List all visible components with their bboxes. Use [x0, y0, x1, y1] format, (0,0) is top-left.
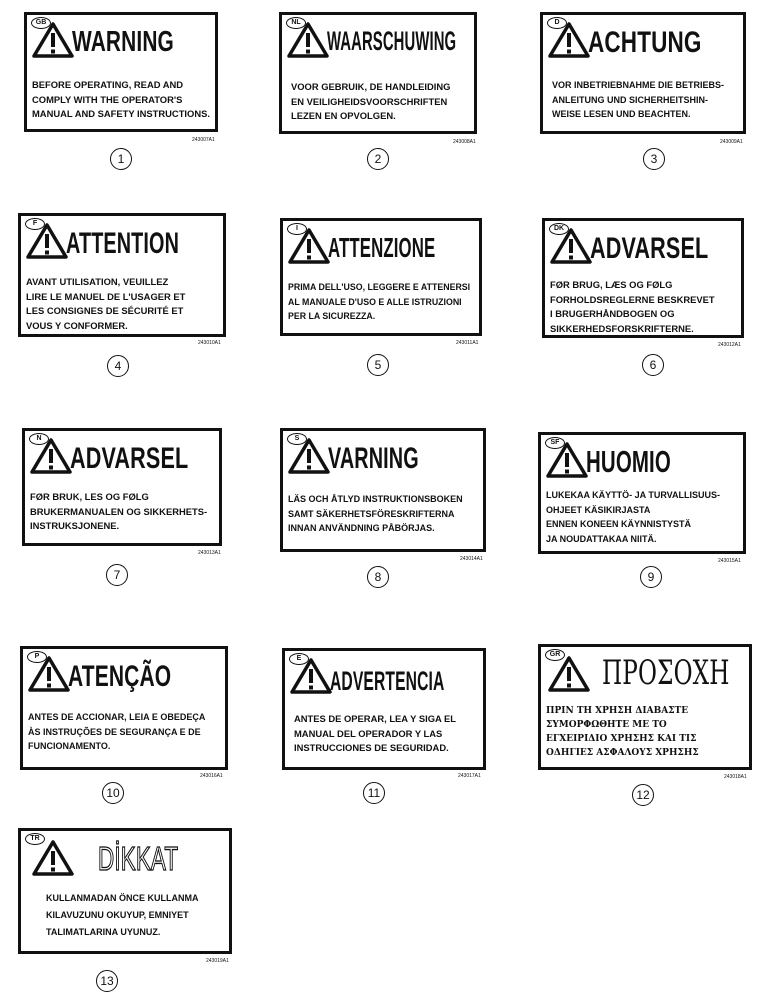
sign-heading: DİKKAT	[98, 840, 179, 877]
country-badge: I	[287, 223, 307, 235]
sign-body-line: BEFORE OPERATING, READ AND	[32, 79, 184, 90]
warning-sign-i	[280, 218, 484, 386]
part-code: 243009A1	[720, 139, 743, 145]
warning-sign-gr	[538, 644, 754, 810]
warning-sign-sf	[538, 432, 750, 598]
part-code: 243010A1	[198, 340, 221, 346]
sign-body-line: FUNCIONAMENTO.	[28, 741, 111, 751]
sign-body	[550, 278, 715, 336]
sign-body-line: ANTES DE OPERAR, LEA Y SIGA EL	[294, 713, 457, 724]
part-code: 243016A1	[200, 773, 223, 779]
sign-body-line: LUKEKAA KÄYTTÖ- JA TURVALLISUUS-	[546, 490, 720, 500]
warning-triangle-icon	[548, 22, 590, 58]
warning-triangle-icon	[548, 656, 590, 692]
sign-body	[546, 704, 699, 760]
sign-heading: ADVARSEL	[70, 442, 189, 475]
callout-number: 7	[106, 564, 128, 586]
country-badge: E	[289, 653, 309, 665]
warning-sign-e	[282, 648, 490, 810]
warning-sign-p	[20, 646, 230, 810]
warning-sign-tr	[18, 828, 234, 994]
sign-body-line: MANUAL AND SAFETY INSTRUCTIONS.	[32, 108, 210, 119]
sign-body-line: COMPLY WITH THE OPERATOR'S	[32, 93, 183, 105]
sign-body-line: BRUKERMANUALEN OG SIKKERHETS-	[30, 505, 208, 517]
part-code: 243012A1	[718, 342, 741, 348]
sign-body	[552, 78, 724, 122]
warning-triangle-icon	[32, 22, 74, 58]
sign-body-line: LEZEN EN OPVOLGEN.	[291, 110, 396, 121]
warning-sign-dk	[542, 218, 748, 386]
country-badge: GR	[545, 649, 565, 661]
sign-body	[30, 490, 207, 534]
callout-number: 6	[642, 354, 664, 376]
callout-number: 11	[363, 782, 385, 804]
warning-triangle-icon	[28, 656, 70, 692]
sign-heading: ΠΡΟΣΟΧΗ	[602, 653, 730, 693]
sign-heading: ADVARSEL	[590, 232, 709, 265]
warning-sign-n	[22, 428, 226, 598]
warning-sign-f	[18, 213, 228, 385]
warning-triangle-icon	[546, 442, 588, 478]
warning-triangle-icon	[550, 228, 592, 264]
country-badge: P	[27, 651, 47, 663]
sign-body-line: PRIMA DELL'USO, LEGGERE E ATTENERSI	[288, 282, 471, 292]
sign-body-line: ÀS INSTRUÇÕES DE SEGURANÇA E DE	[28, 726, 201, 737]
warning-sign-gb	[24, 12, 222, 198]
country-badge: NL	[286, 17, 306, 29]
sign-body-line: ANLEITUNG UND SICHERHEITSHIN-	[552, 94, 709, 105]
warning-triangle-icon	[288, 438, 330, 474]
sign-body-line: FORHOLDSREGLERNE BESKREVET	[550, 293, 715, 305]
sign-heading: VARNING	[328, 442, 419, 475]
sign-body	[288, 492, 463, 536]
sign-body-line: SAMT SÄKERHETSFÖRESKRIFTERNA	[288, 508, 455, 519]
callout-number: 5	[367, 354, 389, 376]
country-badge: F	[25, 218, 45, 230]
warning-sign-s	[280, 428, 488, 598]
country-badge: SF	[545, 437, 565, 449]
warning-sign-nl	[279, 12, 479, 198]
sign-body-line: AVANT UTILISATION, VEUILLEZ	[26, 276, 169, 287]
sign-heading: ATTENZIONE	[328, 232, 436, 263]
callout-number: 1	[110, 148, 132, 170]
sign-body-line: LIRE LE MANUEL DE L'USAGER ET	[26, 290, 186, 302]
country-badge: D	[547, 17, 567, 29]
part-code: 243007A1	[192, 137, 215, 143]
sign-heading: ACHTUNG	[588, 26, 702, 59]
warning-triangle-icon	[30, 438, 72, 474]
part-code: 243011A1	[456, 340, 479, 346]
sign-body-line: KILAVUZUNU OKUYUP, EMNIYET	[46, 910, 189, 920]
sign-heading: ADVERTENCIA	[330, 666, 445, 696]
sign-body-line: AL MANUALE D'USO E ALLE ISTRUZIONI	[288, 296, 462, 307]
sign-body-line: EN VEILIGHEIDSVOORSCHRIFTEN	[291, 95, 448, 107]
part-code: 243008A1	[453, 139, 476, 145]
sign-body-line: MANUAL DEL OPERADOR Y LAS	[294, 727, 443, 739]
sign-body-line: FØR BRUK, LES OG FØLG	[30, 491, 149, 502]
sign-body-line: FØR BRUG, LÆS OG FØLG	[550, 279, 673, 290]
sign-body-line: ΣΥΜΟΡΦΩΘΗΤΕ ΜΕ ΤΟ	[546, 720, 667, 730]
part-code: 243015A1	[718, 558, 741, 564]
sign-body-line: I BRUGERHÅNDBOGEN OG	[550, 308, 675, 319]
sign-body-line: VOR INBETRIEBNAHME DIE BETRIEBS-	[552, 80, 725, 90]
sign-heading: HUOMIO	[586, 444, 671, 479]
part-code: 243014A1	[460, 556, 483, 562]
sign-body-line: TALIMATLARINA UYUNUZ.	[46, 927, 161, 937]
sign-body	[32, 78, 210, 122]
warning-triangle-icon	[288, 228, 330, 264]
sign-body-line: VOOR GEBRUIK, DE HANDLEIDING	[291, 81, 451, 92]
sign-body-line: ANTES DE ACCIONAR, LEIA E OBEDEÇA	[28, 712, 206, 722]
part-code: 243019A1	[206, 958, 229, 964]
sign-body-line: PER LA SICUREZZA.	[288, 311, 376, 321]
sign-body-line: WEISE LESEN UND BEACHTEN.	[552, 109, 691, 119]
sign-heading: ATTENTION	[66, 227, 180, 260]
sign-body-line: KULLANMADAN ÖNCE KULLANMA	[46, 893, 199, 903]
sign-body	[288, 280, 470, 324]
sign-body-line: VOUS Y CONFORMER.	[26, 319, 128, 331]
sign-body-line: INNAN ANVÄNDNING PÅBÖRJAS.	[288, 523, 435, 533]
country-badge: GB	[31, 17, 51, 29]
sign-body-line: ENNEN KONEEN KÄYNNISTYSTÄ	[546, 519, 692, 529]
sign-body	[28, 710, 205, 754]
sign-body	[291, 80, 450, 124]
sign-body-line: ΕΓΧΕΙΡΙΔΙΟ ΧΡΗΣΗΣ ΚΑΙ ΤΙΣ	[546, 734, 697, 744]
sign-body-line: LÄS OCH ÅTLYD INSTRUKTIONSBOKEN	[288, 494, 463, 504]
warning-triangle-icon	[32, 840, 74, 876]
callout-number: 12	[632, 784, 654, 806]
sign-body	[546, 488, 720, 546]
part-code: 243018A1	[724, 774, 747, 780]
sign-heading: WARNING	[72, 26, 174, 58]
sign-body	[26, 275, 185, 333]
callout-number: 3	[643, 148, 665, 170]
sign-body-line: INSTRUKSJONENE.	[30, 520, 120, 531]
part-code: 243017A1	[458, 773, 481, 779]
sign-body-line: ΠΡΙΝ ΤΗ ΧΡΗΣΗ ΔΙΑΒΑΣΤΕ	[546, 706, 689, 716]
country-badge: N	[29, 433, 49, 445]
callout-number: 8	[367, 566, 389, 588]
callout-number: 13	[96, 970, 118, 992]
sign-body-line: INSTRUCCIONES DE SEGURIDAD.	[294, 742, 449, 753]
country-badge: TR	[25, 833, 45, 845]
callout-number: 2	[367, 148, 389, 170]
sign-heading: WAARSCHUWING	[327, 26, 457, 56]
country-badge: S	[287, 433, 307, 445]
callout-number: 4	[107, 355, 129, 377]
callout-number: 10	[102, 782, 124, 804]
callout-number: 9	[640, 566, 662, 588]
warning-sign-d	[540, 12, 750, 198]
part-code: 243013A1	[198, 550, 221, 556]
sign-body-line: LES CONSIGNES DE SÉCURITÉ ET	[26, 305, 184, 316]
warning-triangle-icon	[26, 223, 68, 259]
sign-body-line: ΟΔΗΓΙΕΣ ΑΣΦΑΛΟΥΣ ΧΡΗΣΗΣ	[546, 748, 699, 758]
sign-body	[294, 712, 456, 756]
sign-body-line: SIKKERHEDSFORSKRIFTERNE.	[550, 322, 694, 334]
warning-triangle-icon	[287, 22, 329, 58]
sign-body-line: JA NOUDATTAKAA NIITÄ.	[546, 533, 657, 544]
warning-triangle-icon	[290, 658, 332, 694]
sign-body	[46, 890, 198, 941]
sign-body-line: OHJEET KÄSIKIRJASTA	[546, 504, 651, 515]
sign-heading: ATENÇÃO	[68, 660, 172, 693]
country-badge: DK	[549, 223, 569, 235]
